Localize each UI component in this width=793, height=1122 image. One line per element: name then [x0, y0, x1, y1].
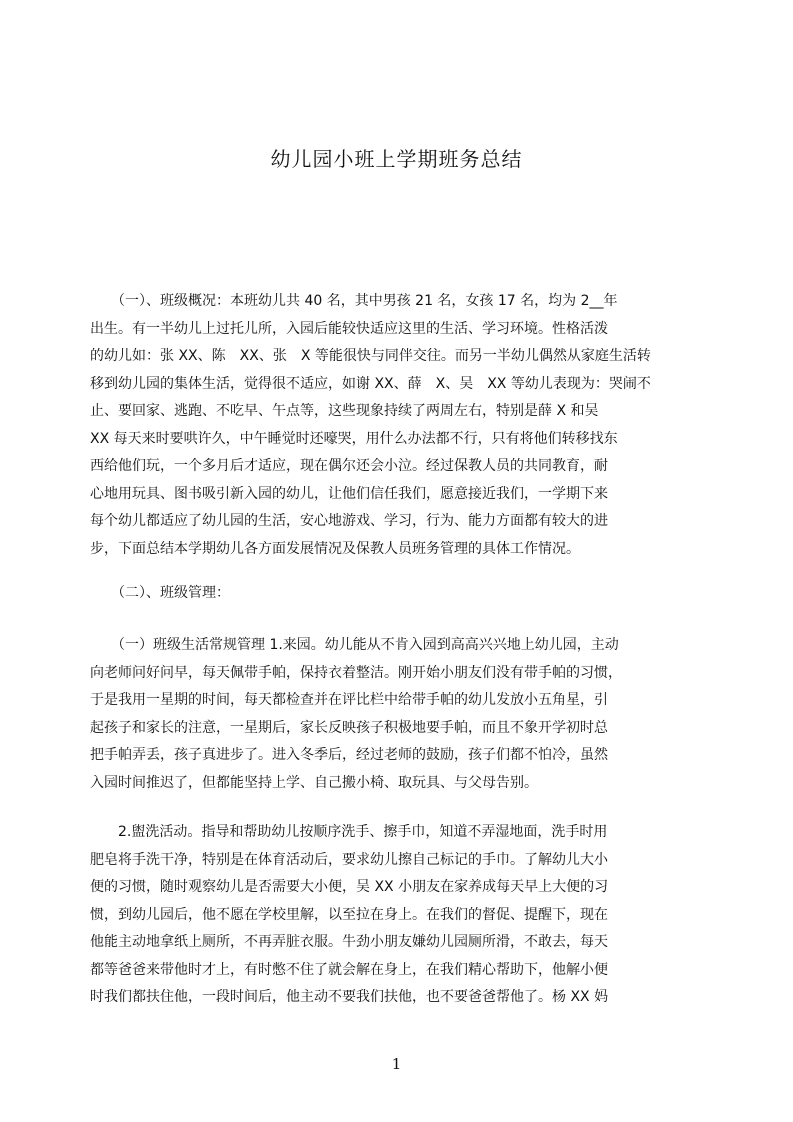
paragraph-line: 把手帕弄丢，孩子真进步了。进入冬季后，经过老师的鼓励，孩子们都不怕冷，虽然 [90, 747, 608, 763]
paragraph-line: 2.盥洗活动。指导和帮助幼儿按顺序洗手、擦手巾，知道不弄湿地面，洗手时用 [90, 824, 608, 840]
paragraph-line: 向老师问好问早，每天佩带手帕，保持衣着整洁。刚开始小朋友们没有带手帕的习惯， [90, 664, 622, 681]
paragraph-line: 每个幼儿都适应了幼儿园的生活，安心地游戏、学习，行为、能力方面都有较大的进 [90, 513, 608, 529]
paragraph-line: 起孩子和家长的注意，一星期后，家长反映孩子积极地要手帕，而且不象开学初时总 [90, 719, 608, 736]
paragraph-line: （一）、班级概况：本班幼儿共 40 名，其中男孩 21 名，女孩 17 名，均为 2__年 [90, 293, 618, 309]
paragraph-line: 时我们都扶住他，一段时间后，他主动不要我们扶他，也不要爸爸帮他了。杨 XX 妈 [90, 989, 609, 1005]
paragraph-line: 出生。有一半幼儿上过托儿所，入园后能较快适应这里的生活、学习环境。性格活泼 [90, 320, 608, 337]
paragraph-line: 的幼儿如：张 XX、陈 XX、张 X 等能很快与同伴交往。而另一半幼儿偶然从家庭生活转 [90, 348, 651, 364]
document-title: 幼儿园小班上学期班务总结 [270, 147, 523, 171]
page-number: 1 [391, 1055, 402, 1073]
paragraph-line: 肥皂将手洗干净，特别是在体育活动后，要求幼儿擦自己标记的手巾。了解幼儿大小 [90, 851, 608, 868]
paragraph-line: （一）班级生活常规管理 1.来园。幼儿能从不肯入园到高高兴兴地上幼儿园，主动 [90, 637, 619, 653]
paragraph-line: XX 每天来时要哄许久，中午睡觉时还嚎哭，用什么办法都不行，只有将他们转移找东 [90, 430, 618, 447]
paragraph-line: 便的习惯，随时观察幼儿是否需要大小便，吴 XX 小朋友在家养成每天早上大便的习 [90, 879, 609, 895]
paragraph-line: 止、要回家、逃跑、不吃早、午点等，这些现象持续了两周左右，特别是薛 X 和吴 [90, 403, 599, 419]
paragraph-line: 入园时间推迟了，但都能坚持上学、自己搬小椅、取玩具、与父母告别。 [90, 774, 538, 791]
paragraph-line: （二）、班级管理： [90, 585, 230, 601]
paragraph-line: 步，下面总结本学期幼儿各方面发展情况及保教人员班务管理的具体工作情况。 [90, 540, 580, 557]
paragraph-line: 心地用玩具、图书吸引新入园的幼儿，让他们信任我们，愿意接近我们，一学期下来 [90, 485, 608, 502]
section-heading-class-management [90, 580, 698, 608]
paragraph-class-overview [90, 288, 698, 563]
paragraph-line: 惯，到幼儿园后，他不愿在学校里解，以至拉在身上。在我们的督促、提醒下，现在 [90, 906, 608, 923]
paragraph-line: 移到幼儿园的集体生活，觉得很不适应，如谢 XX、薛 X、吴 XX 等幼儿表现为：哭闹不 [90, 375, 651, 392]
paragraph-daily-routine [90, 632, 698, 797]
paragraph-line: 他能主动地拿纸上厕所，不再弄脏衣服。牛劲小朋友嫌幼儿园厕所滑，不敢去，每天 [90, 934, 608, 950]
paragraph-line: 西给他们玩，一个多月后才适应，现在偶尔还会小泣。经过保教人员的共同教育，耐 [90, 458, 608, 474]
paragraph-line: 都等爸爸来带他时才上，有时憋不住了就会解在身上，在我们精心帮助下，他解小便 [90, 961, 608, 978]
paragraph-line: 于是我用一星期的时间，每天都检查并在评比栏中给带手帕的幼儿发放小五角星，引 [90, 692, 608, 708]
paragraph-washing-activity [90, 819, 698, 1012]
